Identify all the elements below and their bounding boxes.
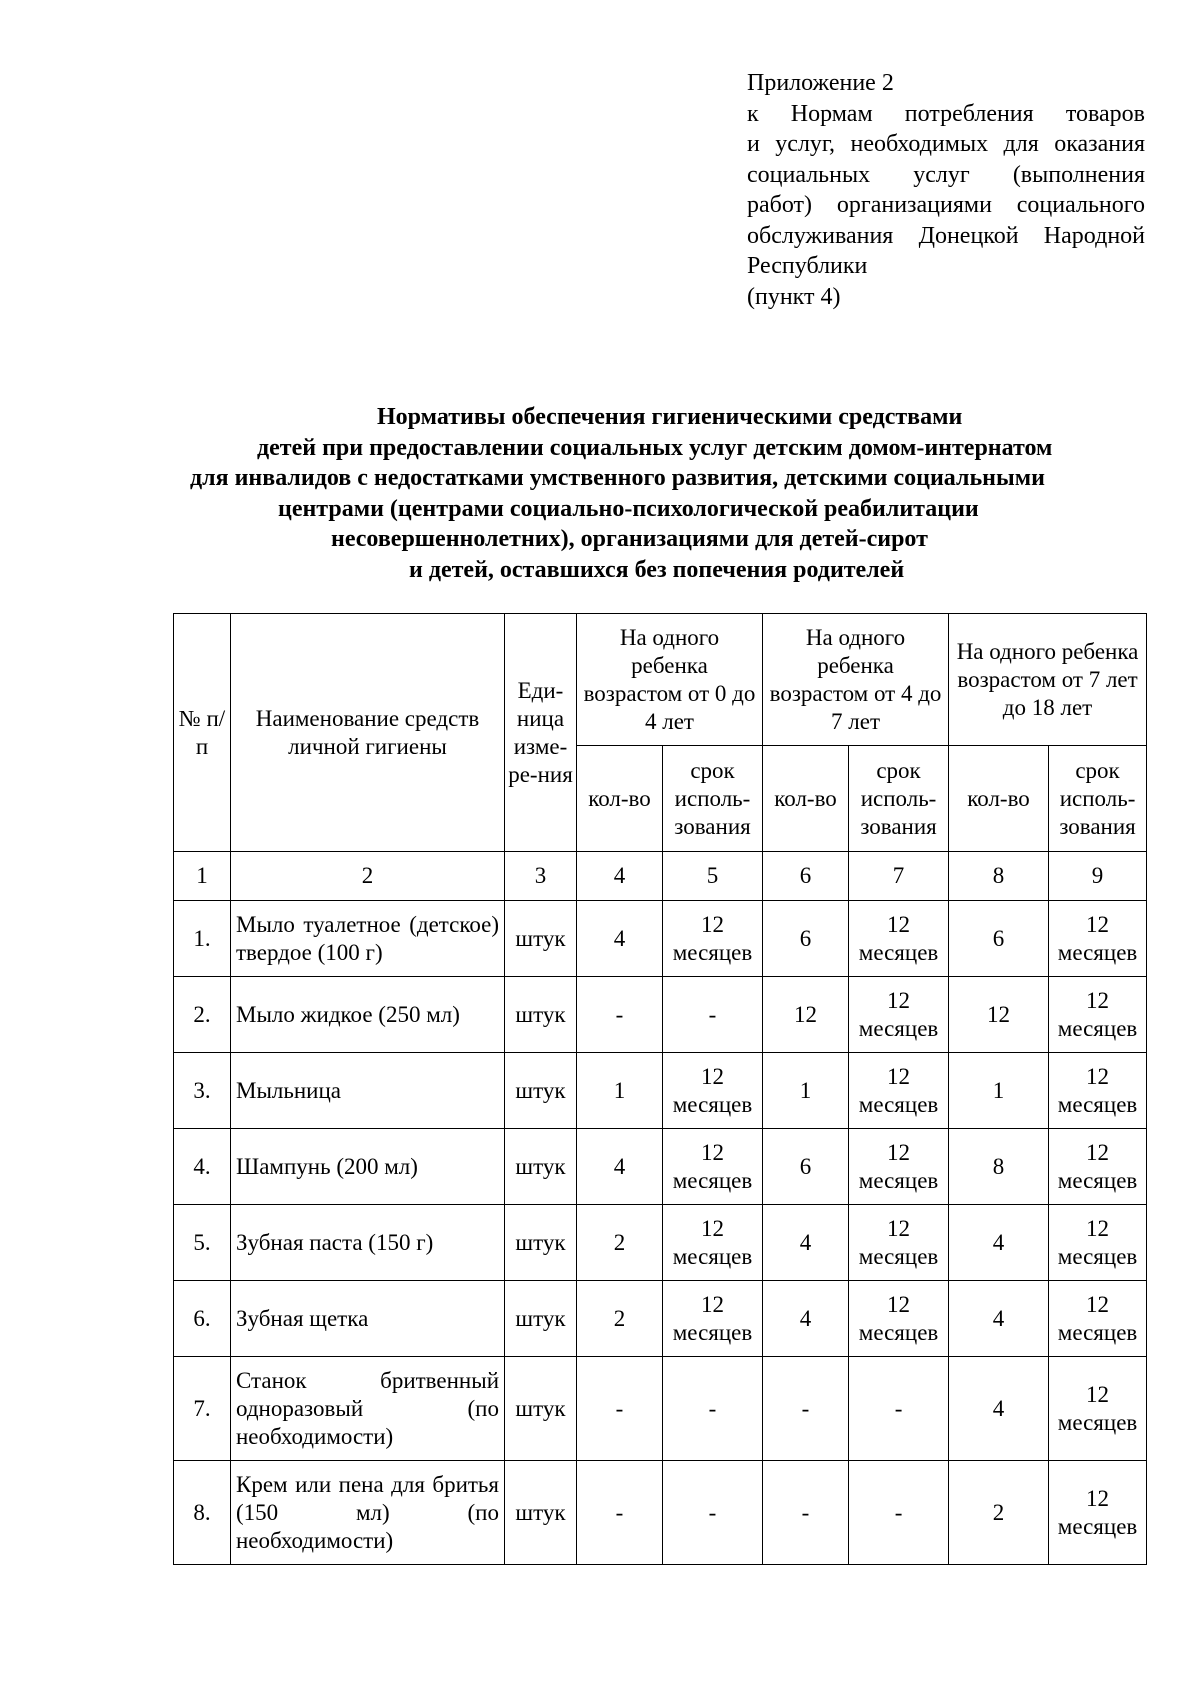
row-term: 12 месяцев (1049, 1129, 1147, 1205)
column-number: 6 (763, 852, 849, 901)
table-row (174, 901, 1147, 977)
column-number: 4 (577, 852, 663, 901)
row-unit: штук (505, 901, 577, 977)
title-line: Нормативы обеспечения гигиеническими средствами (377, 404, 963, 430)
row-qty: 4 (577, 901, 663, 977)
header-term: срок исполь-зования (663, 746, 763, 852)
row-num: 4. (174, 1129, 231, 1205)
appendix-line: к Нормам потребления товаров (747, 100, 1145, 127)
row-term: - (663, 1357, 763, 1461)
row-term: 12 месяцев (1049, 977, 1147, 1053)
appendix-line: Приложение 2 (747, 70, 894, 96)
title-line: несовершеннолетних), организациями для детей-сирот (331, 526, 928, 552)
row-term: 12 месяцев (849, 1205, 949, 1281)
column-number: 5 (663, 852, 763, 901)
row-qty: 4 (949, 1357, 1049, 1461)
appendix-line: и услуг, необходимых для оказания (747, 131, 1145, 157)
row-qty: 2 (577, 1205, 663, 1281)
header-qty: кол-во (763, 746, 849, 852)
row-unit: штук (505, 977, 577, 1053)
row-unit: штук (505, 1129, 577, 1205)
column-number: 1 (174, 852, 231, 901)
row-qty: - (577, 1461, 663, 1565)
row-unit: штук (505, 1053, 577, 1129)
row-name: Мыльница (231, 1053, 505, 1129)
title-line: центрами (центрами социально-психологической реабилитации (278, 495, 979, 522)
row-num: 2. (174, 977, 231, 1053)
header-row (174, 614, 1147, 746)
row-term: 12 месяцев (849, 977, 949, 1053)
row-qty: 6 (763, 901, 849, 977)
title-line: детей при предоставлении социальных услуг детским домом-интернатом (257, 434, 1053, 461)
row-qty: 12 (949, 977, 1049, 1053)
row-qty: 4 (949, 1281, 1049, 1357)
row-num: 7. (174, 1357, 231, 1461)
header-name: Наименование средств личной гигиены (231, 614, 505, 852)
row-term: 12 месяцев (1049, 1461, 1147, 1565)
title-line: и детей, оставшихся без попечения родителей (409, 556, 905, 583)
row-term: 12 месяцев (849, 1281, 949, 1357)
hygiene-norms-table (173, 613, 1147, 1565)
row-num: 6. (174, 1281, 231, 1357)
row-name: Мыло туалетное (детское) твердое (100 г) (231, 901, 505, 977)
column-number: 9 (1049, 852, 1147, 901)
header-term: срок исполь-зования (1049, 746, 1147, 852)
row-qty: 8 (949, 1129, 1049, 1205)
column-number: 7 (849, 852, 949, 901)
row-name: Мыло жидкое (250 мл) (231, 977, 505, 1053)
title-line: для инвалидов с недостатками умственного развития, детскими социальными (190, 465, 1045, 491)
row-qty: 4 (763, 1205, 849, 1281)
row-qty: 6 (763, 1129, 849, 1205)
row-term: 12 месяцев (1049, 1357, 1147, 1461)
row-term: 12 месяцев (663, 1205, 763, 1281)
column-number: 8 (949, 852, 1049, 901)
appendix-line: (пункт 4) (747, 283, 841, 310)
row-term: 12 месяцев (849, 1129, 949, 1205)
row-term: 12 месяцев (1049, 1053, 1147, 1129)
row-qty: 1 (577, 1053, 663, 1129)
row-unit: штук (505, 1281, 577, 1357)
row-qty: 4 (949, 1205, 1049, 1281)
row-term: 12 месяцев (663, 901, 763, 977)
appendix-line: обслуживания Донецкой Народной (747, 222, 1145, 249)
row-term: - (849, 1461, 949, 1565)
row-term: 12 месяцев (1049, 901, 1147, 977)
header-term: срок исполь-зования (849, 746, 949, 852)
row-qty: 6 (949, 901, 1049, 977)
header-unit: Еди-ница изме-ре-ния (505, 614, 577, 852)
row-qty: 1 (763, 1053, 849, 1129)
column-number-row (174, 852, 1147, 901)
row-term: 12 месяцев (849, 1053, 949, 1129)
row-term: 12 месяцев (1049, 1205, 1147, 1281)
header-age-4-7: На одного ребенка возрастом от 4 до 7 лет (763, 614, 949, 746)
table-row (174, 977, 1147, 1053)
row-term: - (849, 1357, 949, 1461)
row-qty: - (763, 1357, 849, 1461)
row-term: 12 месяцев (849, 901, 949, 977)
row-term: - (663, 1461, 763, 1565)
row-qty: 12 (763, 977, 849, 1053)
table-row (174, 1205, 1147, 1281)
row-name: Зубная паста (150 г) (231, 1205, 505, 1281)
row-name: Шампунь (200 мл) (231, 1129, 505, 1205)
appendix-line: работ) организациями социального (747, 192, 1145, 218)
row-unit: штук (505, 1357, 577, 1461)
table-row (174, 1461, 1147, 1565)
table-row (174, 1357, 1147, 1461)
table-row (174, 1281, 1147, 1357)
row-qty: 2 (949, 1461, 1049, 1565)
header-age-7-18: На одного ребенка возрастом от 7 лет до 18 лет (949, 614, 1147, 746)
row-term: 12 месяцев (663, 1129, 763, 1205)
row-qty: 2 (577, 1281, 663, 1357)
row-unit: штук (505, 1461, 577, 1565)
row-num: 3. (174, 1053, 231, 1129)
document-title (140, 402, 1140, 585)
row-num: 8. (174, 1461, 231, 1565)
row-qty: - (577, 1357, 663, 1461)
appendix-line: социальных услуг (выполнения (747, 161, 1145, 188)
row-term: 12 месяцев (1049, 1281, 1147, 1357)
row-name: Станок бритвенный одноразовый (по необходимости) (231, 1357, 505, 1461)
table-row (174, 1129, 1147, 1205)
row-unit: штук (505, 1205, 577, 1281)
row-qty: 4 (577, 1129, 663, 1205)
row-name: Зубная щетка (231, 1281, 505, 1357)
row-num: 1. (174, 901, 231, 977)
row-qty: 1 (949, 1053, 1049, 1129)
header-qty: кол-во (577, 746, 663, 852)
row-term: 12 месяцев (663, 1053, 763, 1129)
header-age-0-4: На одного ребенка возрастом от 0 до 4 лет (577, 614, 763, 746)
row-qty: - (763, 1461, 849, 1565)
table-row (174, 1053, 1147, 1129)
row-term: 12 месяцев (663, 1281, 763, 1357)
column-number: 2 (231, 852, 505, 901)
appendix-note (747, 68, 1145, 312)
header-qty: кол-во (949, 746, 1049, 852)
row-name: Крем или пена для бритья (150 мл) (по необходимости) (231, 1461, 505, 1565)
row-qty: - (577, 977, 663, 1053)
column-number: 3 (505, 852, 577, 901)
row-qty: 4 (763, 1281, 849, 1357)
row-num: 5. (174, 1205, 231, 1281)
appendix-line: Республики (747, 253, 868, 279)
row-term: - (663, 977, 763, 1053)
header-num: № п/п (174, 614, 231, 852)
